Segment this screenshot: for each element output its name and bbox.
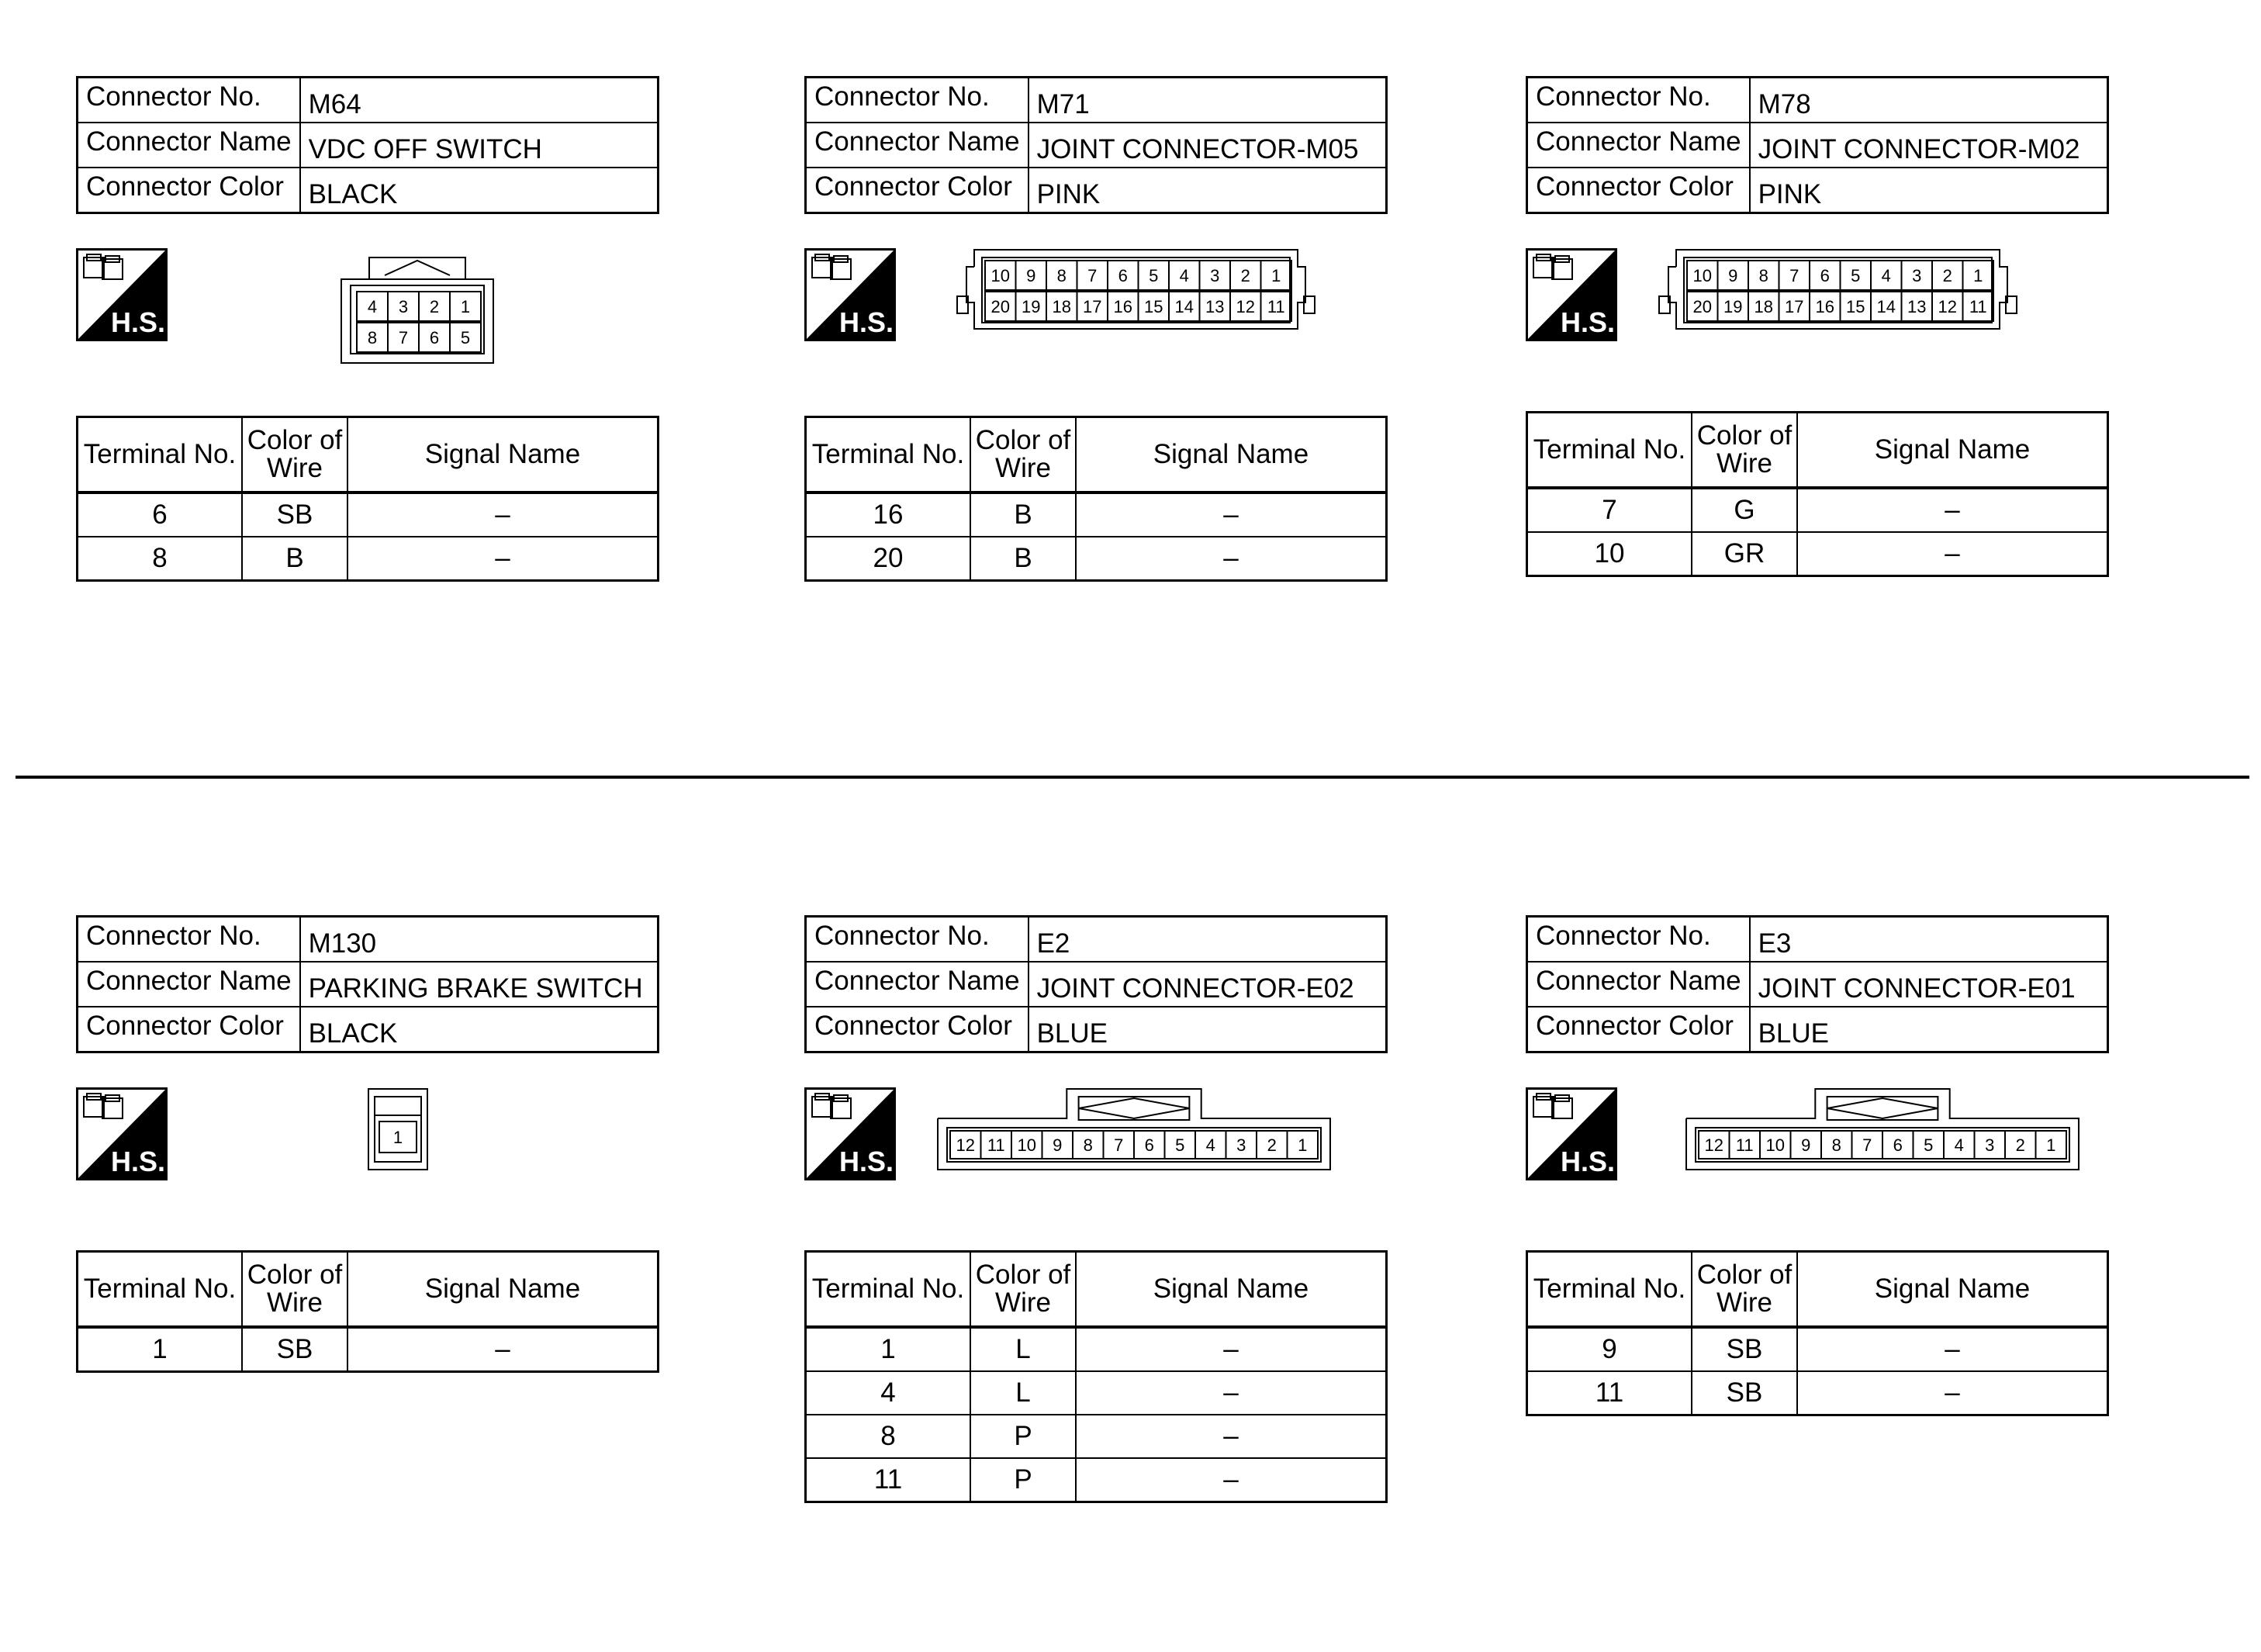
- connector-name-value: JOINT CONNECTOR-E02: [1029, 962, 1387, 1007]
- pin-number: 4: [1954, 1135, 1964, 1155]
- pin-number: 10: [1692, 265, 1712, 285]
- connector-no-label: Connector No.: [78, 78, 300, 123]
- pin-number: 11: [1735, 1135, 1754, 1155]
- terminal-no-cell: 16: [806, 492, 971, 537]
- connector-name-value: JOINT CONNECTOR-M02: [1750, 123, 2108, 168]
- connector-no-label: Connector No.: [1527, 917, 1750, 963]
- pin-number: 1: [460, 296, 471, 316]
- terminal-no-cell: 8: [78, 537, 243, 581]
- pin-number: 19: [1022, 296, 1041, 316]
- wire-color-cell: B: [970, 492, 1076, 537]
- terminal-no-header: Terminal No.: [78, 1252, 243, 1328]
- pin-number: 7: [1862, 1135, 1872, 1155]
- pin-number: 3: [1985, 1135, 1995, 1155]
- signal-name-header: Signal Name: [1076, 417, 1387, 493]
- pin-number: 14: [1174, 296, 1194, 316]
- pin-number: 12: [1938, 296, 1957, 316]
- connector-no-value: M71: [1029, 78, 1387, 123]
- terminal-table-header: [78, 1252, 659, 1328]
- pin-number: 7: [1087, 265, 1098, 285]
- pin-number: 5: [1149, 265, 1159, 285]
- connector-block-e2: [804, 915, 1388, 1495]
- wire-color-cell: SB: [242, 1327, 347, 1372]
- pin-number: 11: [1969, 296, 1987, 316]
- connector-color-value: BLUE: [1029, 1007, 1387, 1052]
- color-of-wire-header: Color of Wire: [242, 417, 347, 493]
- pin-number: 7: [1789, 265, 1799, 285]
- terminal-no-cell: 20: [806, 537, 971, 581]
- hs-badge-text: H.S.: [838, 1146, 894, 1177]
- table-row: [1527, 1371, 2108, 1415]
- signal-name-cell: –: [1076, 492, 1387, 537]
- table-row: [806, 492, 1387, 537]
- connector-block-m71: [804, 76, 1388, 573]
- terminal-no-cell: 1: [806, 1327, 971, 1371]
- pin-number: 17: [1083, 296, 1102, 316]
- terminal-no-cell: 1: [78, 1327, 243, 1372]
- wire-color-cell: SB: [1692, 1327, 1797, 1371]
- table-row: [806, 1371, 1387, 1415]
- terminal-table-header: [806, 1252, 1387, 1328]
- table-row: [1527, 1327, 2108, 1371]
- wire-color-cell: L: [970, 1327, 1076, 1371]
- connector-block-m130: [76, 915, 659, 1364]
- connector-color-value: BLACK: [300, 1007, 659, 1052]
- terminal-no-cell: 9: [1527, 1327, 1692, 1371]
- connector-face-diagram: [367, 1087, 429, 1171]
- connector-no-label: Connector No.: [78, 917, 300, 963]
- pin-number: 8: [1056, 265, 1067, 285]
- connector-name-value: JOINT CONNECTOR-E01: [1750, 962, 2108, 1007]
- terminal-table: [804, 416, 1388, 582]
- terminal-no-cell: 11: [806, 1458, 971, 1502]
- terminal-no-cell: 4: [806, 1371, 971, 1415]
- connector-no-value: E3: [1750, 917, 2108, 963]
- connector-color-value: PINK: [1029, 168, 1387, 213]
- hs-badge-text: H.S.: [110, 1146, 166, 1177]
- pin-number: 16: [1815, 296, 1834, 316]
- pin-number: 11: [1267, 296, 1285, 316]
- connector-face-diagram: [1658, 248, 2018, 334]
- connector-name-label: Connector Name: [1527, 123, 1750, 168]
- pin-number: 3: [1236, 1135, 1246, 1155]
- connector-face-diagram: [1685, 1087, 2080, 1173]
- terminal-no-header: Terminal No.: [806, 417, 971, 493]
- table-row: [78, 1327, 659, 1372]
- color-of-wire-header: Color of Wire: [970, 417, 1076, 493]
- wire-color-cell: B: [970, 537, 1076, 581]
- signal-name-cell: –: [1076, 1415, 1387, 1458]
- terminal-no-cell: 11: [1527, 1371, 1692, 1415]
- pin-number: 1: [392, 1127, 403, 1147]
- pin-number: 6: [1820, 265, 1830, 285]
- connector-name-value: PARKING BRAKE SWITCH: [300, 962, 659, 1007]
- color-of-wire-header: Color of Wire: [1692, 1252, 1797, 1328]
- hs-harness-side-icon: [1526, 248, 1617, 341]
- terminal-no-header: Terminal No.: [806, 1252, 971, 1328]
- connector-name-label: Connector Name: [806, 123, 1029, 168]
- connector-color-value: BLACK: [300, 168, 659, 213]
- signal-name-cell: –: [1797, 1327, 2108, 1371]
- wire-color-cell: B: [242, 537, 347, 581]
- pin-number: 2: [1942, 265, 1952, 285]
- table-row: [1527, 532, 2108, 576]
- terminal-no-cell: 10: [1527, 532, 1692, 576]
- pin-number: 2: [429, 296, 440, 316]
- connector-latch: [1827, 1097, 1938, 1120]
- pin-number: 20: [1692, 296, 1712, 316]
- wire-color-cell: P: [970, 1415, 1076, 1458]
- pin-number: 8: [1083, 1135, 1093, 1155]
- connector-no-label: Connector No.: [806, 78, 1029, 123]
- pin-number: 18: [1052, 296, 1071, 316]
- terminal-table: [804, 1250, 1388, 1503]
- pin-number: 8: [367, 327, 378, 347]
- pin-number: 9: [1053, 1135, 1063, 1155]
- connector-color-label: Connector Color: [1527, 1007, 1750, 1052]
- connector-lock-diamond: [1827, 1098, 1938, 1118]
- signal-name-cell: –: [1076, 1458, 1387, 1502]
- pin-number: 10: [1765, 1135, 1785, 1155]
- color-of-wire-header: Color of Wire: [970, 1252, 1076, 1328]
- connector-no-value: M64: [300, 78, 659, 123]
- connector-info-table: [804, 76, 1388, 214]
- pin-number: 9: [1728, 265, 1738, 285]
- pin-number: 6: [1118, 265, 1128, 285]
- pin-number: 3: [1210, 265, 1220, 285]
- pin-number: 10: [990, 265, 1010, 285]
- pin-number: 6: [1144, 1135, 1154, 1155]
- pin-number: 6: [429, 327, 440, 347]
- connector-name-value: VDC OFF SWITCH: [300, 123, 659, 168]
- pin-number: 7: [1114, 1135, 1124, 1155]
- terminal-table: [1526, 1250, 2109, 1416]
- pin-number: 2: [1240, 265, 1250, 285]
- pin-number: 5: [460, 327, 471, 347]
- connector-color-label: Connector Color: [78, 168, 300, 213]
- connector-name-label: Connector Name: [806, 962, 1029, 1007]
- pin-number: 1: [1973, 265, 1983, 285]
- signal-name-cell: –: [1076, 537, 1387, 581]
- pin-number: 4: [1179, 265, 1189, 285]
- pin-number: 1: [2046, 1135, 2056, 1155]
- pin-number: 18: [1754, 296, 1773, 316]
- wire-color-cell: P: [970, 1458, 1076, 1502]
- pin-number: 10: [1017, 1135, 1036, 1155]
- signal-name-cell: –: [347, 537, 659, 581]
- wire-color-cell: G: [1692, 488, 1797, 532]
- signal-name-cell: –: [1076, 1327, 1387, 1371]
- pin-number: 2: [1267, 1135, 1277, 1155]
- signal-name-cell: –: [1797, 1371, 2108, 1415]
- terminal-table-header: [1527, 413, 2108, 489]
- connector-face-diagram: [956, 248, 1316, 334]
- color-of-wire-header: Color of Wire: [242, 1252, 347, 1328]
- pin-number: 3: [398, 296, 409, 316]
- hs-harness-side-icon: [804, 248, 896, 341]
- wire-color-cell: SB: [1692, 1371, 1797, 1415]
- pin-number: 2: [2015, 1135, 2025, 1155]
- hs-harness-side-icon: [76, 248, 168, 341]
- pin-number: 9: [1026, 265, 1036, 285]
- connector-info-table: [1526, 915, 2109, 1053]
- connector-color-label: Connector Color: [806, 168, 1029, 213]
- hs-badge-text: H.S.: [1560, 1146, 1616, 1177]
- table-row: [806, 1415, 1387, 1458]
- connector-color-label: Connector Color: [78, 1007, 300, 1052]
- pin-number: 4: [1205, 1135, 1215, 1155]
- pin-number: 19: [1723, 296, 1743, 316]
- connector-latch: [1079, 1097, 1190, 1120]
- connector-no-value: M78: [1750, 78, 2108, 123]
- pin-number: 16: [1113, 296, 1132, 316]
- connector-lock-diamond: [1079, 1098, 1190, 1118]
- terminal-no-cell: 7: [1527, 488, 1692, 532]
- connector-no-label: Connector No.: [1527, 78, 1750, 123]
- pin-number: 1: [1298, 1135, 1308, 1155]
- pin-number: 4: [367, 296, 378, 316]
- connector-no-value: M130: [300, 917, 659, 963]
- pin-number: 17: [1785, 296, 1804, 316]
- pin-number: 3: [1912, 265, 1922, 285]
- connector-face-diagram: [340, 248, 495, 365]
- terminal-table-header: [806, 417, 1387, 493]
- terminal-table: [1526, 411, 2109, 577]
- pin-number: 15: [1144, 296, 1163, 316]
- pin-number: 9: [1801, 1135, 1811, 1155]
- signal-name-header: Signal Name: [1076, 1252, 1387, 1328]
- connector-block-m78: [1526, 76, 2109, 569]
- pin-number: 8: [1831, 1135, 1841, 1155]
- hs-badge-text: H.S.: [110, 306, 166, 338]
- connector-color-label: Connector Color: [1527, 168, 1750, 213]
- hs-harness-side-icon: [1526, 1087, 1617, 1180]
- pin-number: 5: [1175, 1135, 1185, 1155]
- signal-name-cell: –: [347, 1327, 659, 1372]
- hs-harness-side-icon: [76, 1087, 168, 1180]
- connector-name-value: JOINT CONNECTOR-M05: [1029, 123, 1387, 168]
- table-row: [806, 1327, 1387, 1371]
- connector-block-m64: [76, 76, 659, 573]
- pin-number: 8: [1758, 265, 1768, 285]
- terminal-no-header: Terminal No.: [1527, 413, 1692, 489]
- connector-no-label: Connector No.: [806, 917, 1029, 963]
- connector-info-table: [76, 76, 659, 214]
- connector-info-table: [804, 915, 1388, 1053]
- terminal-table: [76, 1250, 659, 1373]
- connector-info-table: [1526, 76, 2109, 214]
- signal-name-cell: –: [1797, 532, 2108, 576]
- signal-name-header: Signal Name: [347, 1252, 659, 1328]
- pin-number: 12: [956, 1135, 975, 1155]
- terminal-no-cell: 6: [78, 492, 243, 537]
- pin-number: 6: [1893, 1135, 1903, 1155]
- connector-color-label: Connector Color: [806, 1007, 1029, 1052]
- pin-number: 11: [987, 1135, 1005, 1155]
- table-row: [78, 492, 659, 537]
- connector-face-diagram: [936, 1087, 1332, 1173]
- terminal-table-header: [78, 417, 659, 493]
- pin-number: 5: [1851, 265, 1861, 285]
- pin-number: 7: [398, 327, 409, 347]
- pin-number: 13: [1205, 296, 1225, 316]
- signal-name-header: Signal Name: [1797, 413, 2108, 489]
- connector-info-table: [76, 915, 659, 1053]
- hs-harness-side-icon: [804, 1087, 896, 1180]
- wire-color-cell: GR: [1692, 532, 1797, 576]
- terminal-table: [76, 416, 659, 582]
- pin-number: 14: [1876, 296, 1896, 316]
- signal-name-cell: –: [347, 492, 659, 537]
- signal-name-header: Signal Name: [1797, 1252, 2108, 1328]
- table-row: [78, 537, 659, 581]
- terminal-no-cell: 8: [806, 1415, 971, 1458]
- signal-name-cell: –: [1076, 1371, 1387, 1415]
- pin-number: 12: [1704, 1135, 1723, 1155]
- pin-number: 12: [1236, 296, 1255, 316]
- section-divider: [16, 776, 2249, 779]
- terminal-table-header: [1527, 1252, 2108, 1328]
- pin-number: 13: [1907, 296, 1927, 316]
- connector-block-e3: [1526, 915, 2109, 1408]
- connector-color-value: BLUE: [1750, 1007, 2108, 1052]
- pin-number: 5: [1924, 1135, 1934, 1155]
- signal-name-header: Signal Name: [347, 417, 659, 493]
- wire-color-cell: L: [970, 1371, 1076, 1415]
- pin-number: 1: [1271, 265, 1281, 285]
- pin-number: 15: [1846, 296, 1865, 316]
- connector-no-value: E2: [1029, 917, 1387, 963]
- connector-name-label: Connector Name: [1527, 962, 1750, 1007]
- pin-number: 20: [990, 296, 1010, 316]
- connector-latch: [385, 261, 450, 275]
- connector-name-label: Connector Name: [78, 962, 300, 1007]
- table-row: [806, 537, 1387, 581]
- hs-badge-text: H.S.: [838, 306, 894, 338]
- signal-name-cell: –: [1797, 488, 2108, 532]
- terminal-no-header: Terminal No.: [1527, 1252, 1692, 1328]
- table-row: [806, 1458, 1387, 1502]
- wire-color-cell: SB: [242, 492, 347, 537]
- hs-badge-text: H.S.: [1560, 306, 1616, 338]
- color-of-wire-header: Color of Wire: [1692, 413, 1797, 489]
- connector-color-value: PINK: [1750, 168, 2108, 213]
- terminal-no-header: Terminal No.: [78, 417, 243, 493]
- pin-number: 4: [1881, 265, 1891, 285]
- connector-name-label: Connector Name: [78, 123, 300, 168]
- table-row: [1527, 488, 2108, 532]
